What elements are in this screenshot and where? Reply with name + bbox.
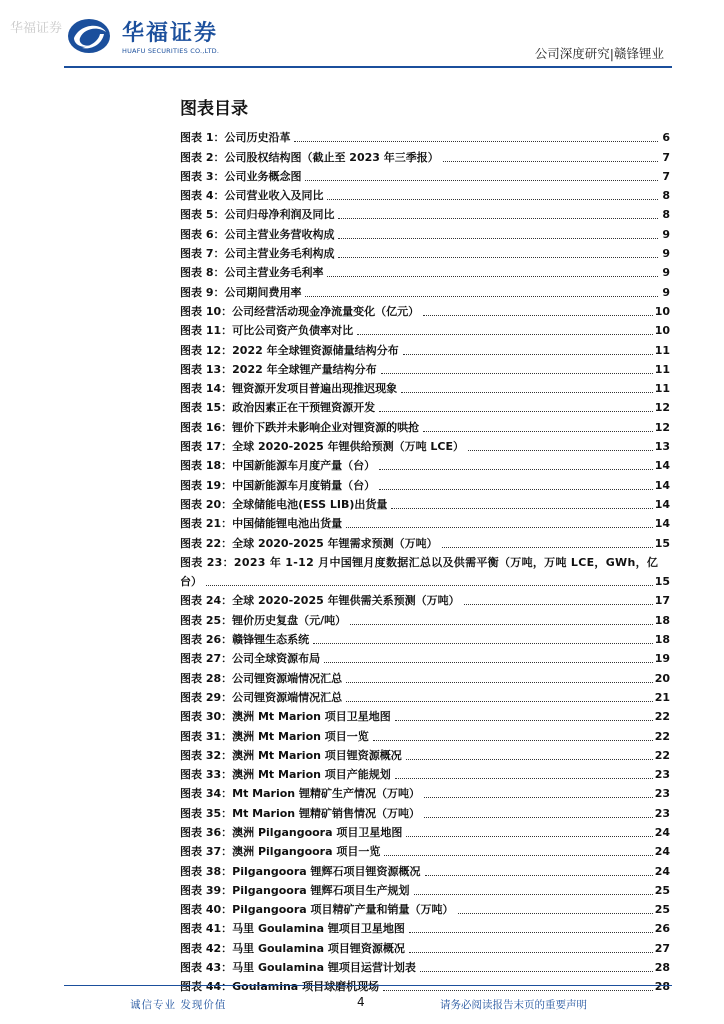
footer-slogan: 诚信专业 发现价值: [130, 999, 227, 1011]
toc-dot-leader: [379, 489, 653, 490]
toc-entry[interactable]: [180, 493, 670, 512]
footer-divider: [64, 985, 672, 986]
company-logo: [66, 14, 241, 62]
toc-entry-page: 25: [654, 903, 670, 917]
watermark-text: 华福证券: [10, 21, 63, 36]
toc-dot-leader: [305, 296, 658, 297]
toc-entry[interactable]: [180, 184, 670, 203]
toc-entry-label: 图表 33：澳洲 Mt Marion 项目产能规划: [180, 768, 391, 782]
toc-entry-page: 8: [662, 208, 670, 222]
toc-dot-leader: [327, 276, 658, 277]
toc-entry-label: 图表 16：锂价下跌并未影响企业对锂资源的哄抢: [180, 420, 420, 434]
toc-entry-label: 图表 27：公司全球资源布局: [180, 652, 321, 666]
toc-entry-label: 图表 35：Mt Marion 锂精矿销售情况（万吨）: [180, 806, 420, 820]
toc-dot-leader: [346, 701, 653, 702]
toc-dot-leader: [338, 257, 658, 258]
toc-dot-leader: [409, 952, 653, 953]
toc-dot-leader: [409, 932, 653, 933]
toc-entry-label: 图表 31：澳洲 Mt Marion 项目一览: [180, 729, 369, 743]
toc-entry-label: 图表 3：公司业务概念图: [180, 169, 302, 183]
toc-entry-label: 图表 36：澳洲 Pilgangoora 项目卫星地图: [180, 825, 403, 839]
toc-dot-leader: [350, 624, 653, 625]
toc-entry-label: 图表 30：澳洲 Mt Marion 项目卫星地图: [180, 710, 391, 724]
toc-entry-label: 图表 1：公司历史沿革: [180, 131, 291, 145]
logo-name-en: HUAFU SECURITIES CO.,LTD.: [122, 47, 220, 55]
toc-entry-label: 台）: [180, 575, 202, 589]
toc-dot-leader: [373, 740, 653, 741]
toc-entry-label: 图表 21：中国储能锂电池出货量: [180, 517, 343, 531]
toc-entry[interactable]: [180, 145, 670, 164]
toc-entry[interactable]: [180, 300, 670, 319]
toc-entry-page: 9: [662, 266, 670, 280]
toc-entry[interactable]: [180, 782, 670, 801]
toc-dot-leader: [423, 315, 653, 316]
toc-entry-label: 图表 13：2022 年全球锂产量结构分布: [180, 362, 377, 376]
toc-entry-page: 24: [654, 845, 670, 859]
toc-entry[interactable]: [180, 686, 670, 705]
toc-entry[interactable]: [180, 666, 670, 685]
toc-entry-page: 9: [662, 227, 670, 241]
toc-entry-page: 22: [654, 729, 670, 743]
toc-entry-page: 11: [654, 343, 670, 357]
toc-dot-leader: [420, 971, 653, 972]
toc-entry-page: 24: [654, 825, 670, 839]
toc-entry-page: 18: [654, 613, 670, 627]
toc-entry-page: 25: [654, 883, 670, 897]
toc-entry[interactable]: [180, 608, 670, 627]
toc-entry-page: 14: [654, 497, 670, 511]
toc-dot-leader: [383, 990, 653, 991]
toc-entry[interactable]: [180, 898, 670, 917]
page-number: 4: [357, 995, 365, 1009]
toc-dot-leader: [294, 141, 658, 142]
toc-entry-label: 图表 44：Goulamina 项目球磨机现场: [180, 980, 380, 994]
toc-entry-page: 14: [654, 459, 670, 473]
toc-entry[interactable]: [180, 821, 670, 840]
toc-dot-leader: [338, 238, 658, 239]
toc-entry[interactable]: [180, 589, 670, 608]
toc-entry-page: 15: [654, 575, 670, 589]
toc-entry-page: 28: [654, 961, 670, 975]
toc-dot-leader: [395, 778, 653, 779]
toc-entry[interactable]: [180, 744, 670, 763]
table-of-figures: [180, 126, 670, 994]
header-report-title: 公司深度研究|赣锋锂业: [534, 46, 664, 61]
toc-entry-page: 11: [654, 362, 670, 376]
toc-entry-page: 15: [654, 536, 670, 550]
toc-entry-label: 图表 8：公司主营业务毛利率: [180, 266, 324, 280]
toc-entry[interactable]: [180, 415, 670, 434]
toc-dot-leader: [381, 373, 653, 374]
toc-entry-label: 图表 37：澳洲 Pilgangoora 项目一览: [180, 845, 381, 859]
toc-entry-label: 图表 9：公司期间费用率: [180, 285, 302, 299]
toc-entry-page: 11: [654, 382, 670, 396]
toc-entry-label: 图表 18：中国新能源车月度产量（台）: [180, 459, 376, 473]
toc-entry-page: 23: [654, 806, 670, 820]
toc-dot-leader: [468, 450, 653, 451]
toc-entry-label: 图表 22：全球 2020-2025 年锂需求预测（万吨）: [180, 536, 438, 550]
toc-entry-label: 图表 39：Pilgangoora 锂辉石项目生产规划: [180, 883, 410, 897]
toc-dot-leader: [403, 354, 653, 355]
toc-dot-leader: [424, 817, 653, 818]
toc-entry-page: 23: [654, 787, 670, 801]
toc-entry-page: 12: [654, 420, 670, 434]
toc-entry-label: 图表 19：中国新能源车月度销量（台）: [180, 478, 376, 492]
toc-entry[interactable]: [180, 879, 670, 898]
toc-entry-page: 8: [662, 189, 670, 203]
toc-entry-page: 20: [654, 671, 670, 685]
toc-entry[interactable]: [180, 801, 670, 820]
toc-entry-label: 图表 6：公司主营业务营收构成: [180, 227, 335, 241]
header-divider: [64, 66, 672, 68]
toc-entry-label: 图表 29：公司锂资源端情况汇总: [180, 690, 343, 704]
toc-entry[interactable]: [180, 956, 670, 975]
toc-entry[interactable]: [180, 570, 670, 589]
toc-entry-label: 图表 24：全球 2020-2025 年锂供需关系预测（万吨）: [180, 594, 460, 608]
toc-entry-label: 图表 17：全球 2020-2025 年锂供给预测（万吨 LCE）: [180, 440, 465, 454]
toc-entry-page: 14: [654, 517, 670, 531]
toc-entry-label: 图表 20：全球储能电池(ESS LIB)出货量: [180, 497, 388, 511]
toc-entry[interactable]: [180, 705, 670, 724]
toc-entry-label: 图表 12：2022 年全球锂资源储量结构分布: [180, 343, 399, 357]
toc-entry-page: 17: [654, 594, 670, 608]
toc-entry-label: 图表 28：公司锂资源端情况汇总: [180, 671, 343, 685]
toc-entry-page: 14: [654, 478, 670, 492]
toc-entry-label: 图表 4：公司营业收入及同比: [180, 189, 324, 203]
toc-dot-leader: [313, 643, 653, 644]
toc-entry[interactable]: [180, 165, 670, 184]
toc-dot-leader: [401, 392, 653, 393]
toc-entry[interactable]: [180, 628, 670, 647]
toc-dot-leader: [379, 411, 653, 412]
toc-entry[interactable]: [180, 377, 670, 396]
toc-dot-leader: [346, 682, 653, 683]
toc-entry[interactable]: [180, 454, 670, 473]
toc-entry-label: 图表 26：赣锋锂生态系统: [180, 633, 310, 647]
toc-entry[interactable]: [180, 261, 670, 280]
toc-entry-page: 24: [654, 864, 670, 878]
logo-name-cn: 华福证券: [122, 21, 219, 46]
toc-entry-label: 图表 7：公司主营业务毛利构成: [180, 247, 335, 261]
toc-dot-leader: [305, 180, 658, 181]
toc-entry[interactable]: [180, 242, 670, 261]
toc-entry-label: 图表 2：公司股权结构图（截止至 2023 年三季报）: [180, 150, 439, 164]
toc-entry[interactable]: [180, 280, 670, 299]
toc-entry-page: 9: [662, 285, 670, 299]
toc-entry-page: 12: [654, 401, 670, 415]
toc-entry[interactable]: [180, 936, 670, 955]
toc-entry[interactable]: [180, 647, 670, 666]
toc-entry-page: 10: [654, 304, 670, 318]
logo-swirl-icon: [66, 16, 112, 56]
toc-dot-leader: [424, 797, 653, 798]
toc-entry-page: 9: [662, 247, 670, 261]
toc-entry[interactable]: [180, 531, 670, 550]
toc-dot-leader: [384, 855, 652, 856]
toc-entry-label: 图表 40：Pilgangoora 项目精矿产量和销量（万吨）: [180, 903, 454, 917]
toc-entry-label: 图表 14：锂资源开发项目普遍出现推迟现象: [180, 382, 398, 396]
toc-entry-page: 22: [654, 710, 670, 724]
toc-entry[interactable]: [180, 338, 670, 357]
footer-disclaimer: 请务必阅读报告末页的重要声明: [440, 999, 587, 1011]
toc-entry[interactable]: [180, 763, 670, 782]
toc-entry-label: 图表 43：马里 Goulamina 锂项目运营计划表: [180, 961, 416, 975]
toc-entry-label: 图表 38：Pilgangoora 锂辉石项目锂资源概况: [180, 864, 421, 878]
toc-dot-leader: [464, 604, 653, 605]
toc-dot-leader: [346, 527, 653, 528]
toc-entry-page: 26: [654, 922, 670, 936]
toc-entry[interactable]: [180, 126, 670, 145]
toc-entry[interactable]: [180, 222, 670, 241]
toc-entry-page: 22: [654, 748, 670, 762]
toc-entry-label: 图表 41：马里 Goulamina 锂项目卫星地图: [180, 922, 405, 936]
toc-entry-page: 13: [654, 440, 670, 454]
toc-entry-label: 图表 10：公司经营活动现金净流量变化（亿元）: [180, 304, 420, 318]
toc-dot-leader: [379, 469, 653, 470]
toc-dot-leader: [357, 334, 653, 335]
toc-entry-label: 图表 11：可比公司资产负债率对比: [180, 324, 354, 338]
toc-dot-leader: [414, 894, 653, 895]
toc-dot-leader: [338, 218, 658, 219]
toc-dot-leader: [458, 913, 653, 914]
toc-entry-label: 图表 42：马里 Goulamina 项目锂资源概况: [180, 941, 405, 955]
toc-entry-page: 19: [654, 652, 670, 666]
toc-entry-page: 27: [654, 941, 670, 955]
toc-entry[interactable]: [180, 319, 670, 338]
toc-entry[interactable]: [180, 358, 670, 377]
toc-dot-leader: [327, 199, 658, 200]
toc-entry[interactable]: [180, 840, 670, 859]
toc-entry-page: 7: [662, 150, 670, 164]
toc-entry[interactable]: [180, 435, 670, 454]
toc-title: 图表目录: [180, 99, 248, 119]
toc-dot-leader: [443, 161, 658, 162]
toc-entry-label: 图表 25：锂价历史复盘（元/吨）: [180, 613, 347, 627]
toc-entry-page: 10: [654, 324, 670, 338]
toc-entry-label: 图表 5：公司归母净利润及同比: [180, 208, 335, 222]
toc-entry[interactable]: [180, 551, 670, 570]
toc-entry-page: 23: [654, 768, 670, 782]
toc-dot-leader: [406, 759, 653, 760]
toc-entry[interactable]: [180, 203, 670, 222]
toc-entry-page: 18: [654, 633, 670, 647]
toc-dot-leader: [423, 431, 653, 432]
toc-dot-leader: [425, 875, 653, 876]
toc-entry[interactable]: [180, 512, 670, 531]
toc-entry[interactable]: [180, 859, 670, 878]
toc-entry[interactable]: [180, 917, 670, 936]
toc-entry[interactable]: [180, 396, 670, 415]
toc-entry-label: 图表 32：澳洲 Mt Marion 项目锂资源概况: [180, 748, 402, 762]
toc-entry-label: 图表 34：Mt Marion 锂精矿生产情况（万吨）: [180, 787, 420, 801]
toc-dot-leader: [206, 585, 653, 586]
toc-entry[interactable]: [180, 724, 670, 743]
toc-entry-page: 7: [662, 169, 670, 183]
toc-entry-page: 28: [654, 980, 670, 994]
toc-dot-leader: [324, 662, 653, 663]
toc-entry[interactable]: [180, 473, 670, 492]
toc-entry-label: 图表 23：2023 年 1-12 月中国锂月度数据汇总以及供需平衡（万吨，万吨 LCE，GWh，亿: [180, 555, 659, 569]
toc-entry-page: 21: [654, 690, 670, 704]
toc-dot-leader: [391, 508, 652, 509]
toc-dot-leader: [395, 720, 653, 721]
toc-entry-page: 6: [662, 131, 670, 145]
toc-dot-leader: [406, 836, 652, 837]
toc-entry-label: 图表 15：政治因素正在干预锂资源开发: [180, 401, 376, 415]
toc-dot-leader: [442, 547, 653, 548]
